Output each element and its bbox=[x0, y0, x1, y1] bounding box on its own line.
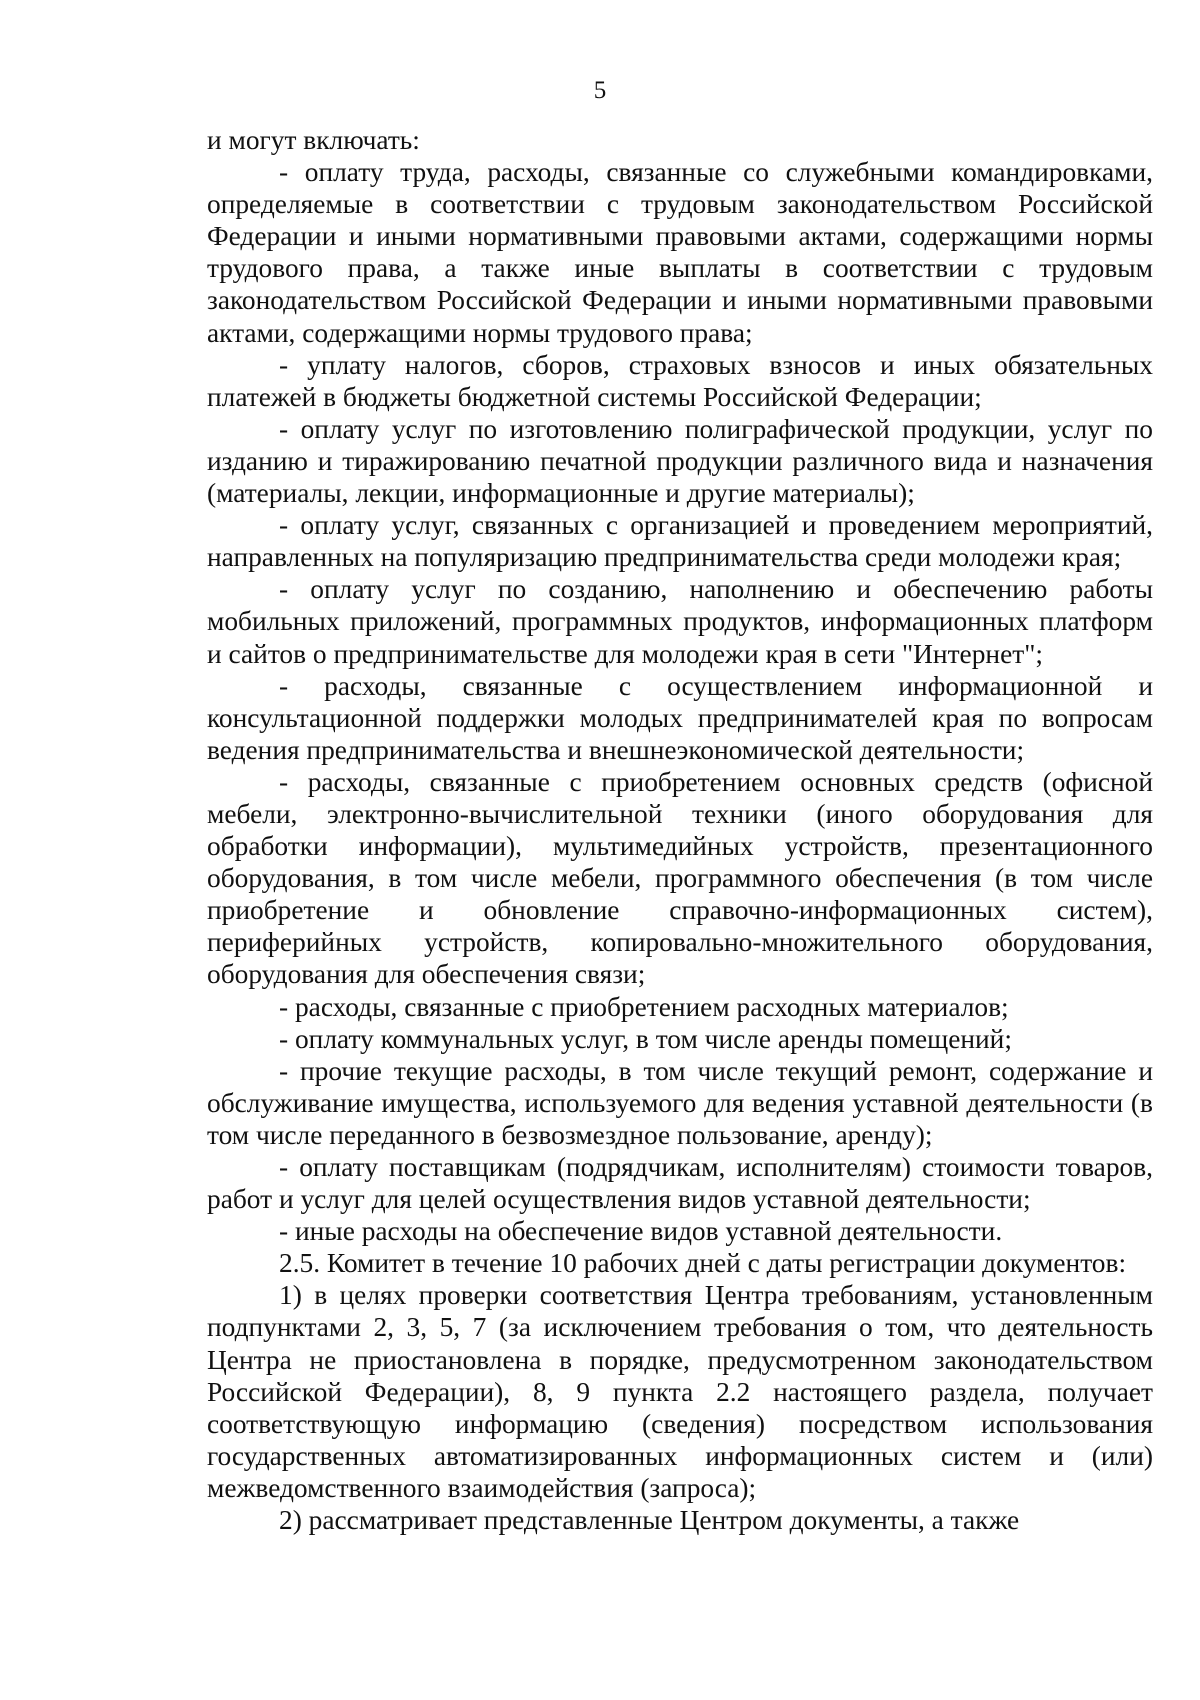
paragraph: - прочие текущие расходы, в том числе текущий ремонт, содержание и обслуживание имущества, используемого для ведения уставной деятельности (в том числе переданного в безвозмездное пользование, аренду); bbox=[207, 1055, 1153, 1150]
document-body bbox=[207, 124, 1153, 1536]
paragraph: 1) в целях проверки соответствия Центра требованиям, установленным подпунктами 2, 3, 5, 7 (за исключением требования о том, что деятельность Центра не приостановлена в порядке, предусмотренном законодательством Российской Федерации), 8, 9 пункта 2.2 настоящего раздела, получает соответствующую информацию (сведения) посредством использования государственных автоматизированных информационных систем и (или) межведомственного взаимодействия (запроса); bbox=[207, 1280, 1153, 1503]
paragraph: - оплату труда, расходы, связанные со служебными командировками, определяемые в соответствии с трудовым законодательством Российской Федерации и иными нормативными правовыми актами, содержащими нормы трудового права, а также иные выплаты в соответствии с трудовым законодательством Российской Федерации и иными нормативными правовыми актами, содержащими нормы трудового права; bbox=[207, 157, 1153, 348]
paragraph: - расходы, связанные с осуществлением информационной и консультационной поддержки молодых предпринимателей края по вопросам ведения предпринимательства и внешнеэкономической деятельности; bbox=[207, 670, 1153, 765]
paragraph: - расходы, связанные с приобретением расходных материалов; bbox=[279, 991, 1009, 1022]
paragraph: - оплату услуг по изготовлению полиграфической продукции, услуг по изданию и тиражированию печатной продукции различного вида и назначения (материалы, лекции, информационные и другие материалы); bbox=[207, 413, 1153, 509]
paragraph: - иные расходы на обеспечение видов уставной деятельности. bbox=[279, 1216, 1003, 1247]
paragraph: - уплату налогов, сборов, страховых взносов и иных обязательных платежей в бюджеты бюджетной системы Российской Федерации; bbox=[207, 349, 1153, 412]
paragraph: - оплату поставщикам (подрядчикам, исполнителям) стоимости товаров, работ и услуг для целей осуществления видов уставной деятельности; bbox=[207, 1152, 1153, 1215]
paragraph: 2) рассматривает представленные Центром документы, а также bbox=[279, 1505, 1020, 1536]
paragraph: - расходы, связанные с приобретением основных средств (офисной мебели, электронно-вычислительной техники (иного оборудования для обработки информации), мультимедийных устройств, презентационного оборудования, в том числе мебели, программного обеспечения (в том числе приобретение и обновление справочно-информационных систем), периферийных устройств, копировально-множительного оборудования, оборудования для обеспечения связи; bbox=[207, 766, 1153, 990]
paragraph: - оплату коммунальных услуг, в том числе аренды помещений; bbox=[279, 1023, 1012, 1054]
paragraph: - оплату услуг по созданию, наполнению и обеспечению работы мобильных приложений, программных продуктов, информационных платформ и сайтов о предпринимательстве для молодежи края в сети "Интернет"; bbox=[207, 574, 1153, 669]
page-number: 5 bbox=[593, 77, 607, 104]
paragraph: 2.5. Комитет в течение 10 рабочих дней с даты регистрации документов: bbox=[279, 1248, 1127, 1279]
paragraph: и могут включать: bbox=[207, 125, 420, 155]
paragraph: - оплату услуг, связанных с организацией и проведением мероприятий, направленных на популяризацию предпринимательства среди молодежи края; bbox=[207, 510, 1153, 573]
